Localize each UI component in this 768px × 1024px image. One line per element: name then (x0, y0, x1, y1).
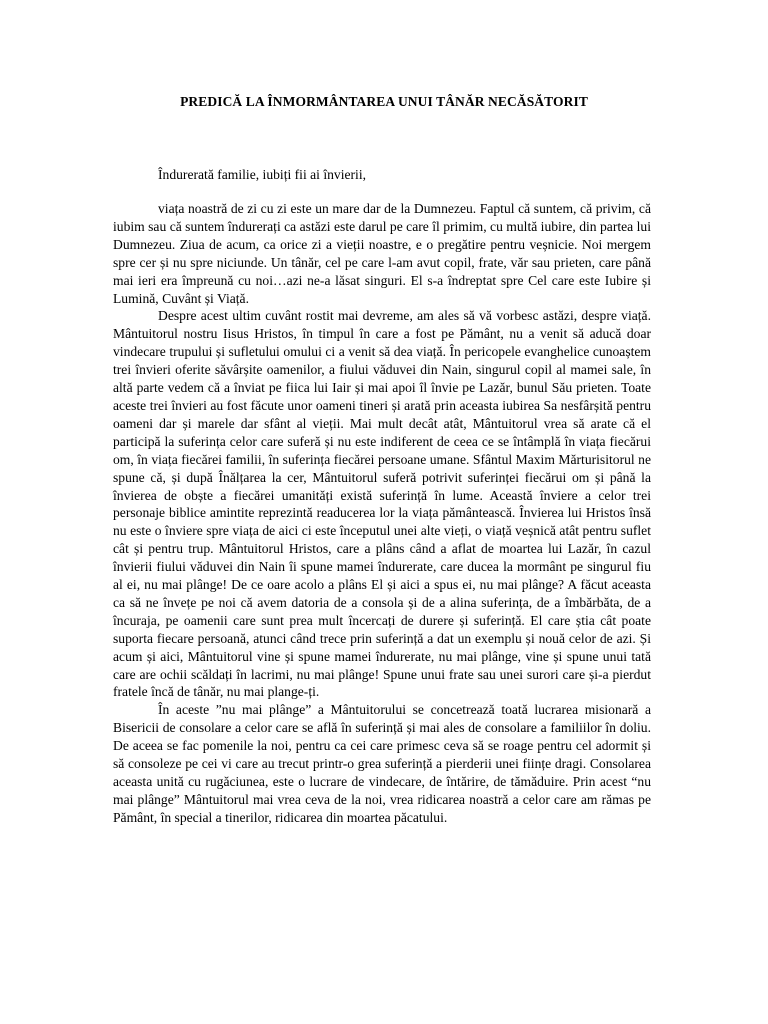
sermon-body (113, 200, 651, 827)
paragraph-2: Despre acest ultim cuvânt rostit mai devreme, am ales să vă vorbesc astăzi, despre viață. Mântuitorul nostru Iisus Hristos, în timpul în care a fost pe Pământ, nu a venit să aducă doar vindecare trupului și sufletului omului ci a venit să dea viață. În pericopele evanghelice cunoaștem trei învieri oferite săvârșite oamenilor, a fiului văduvei din Nain, singurul copil al mamei sale, în altă parte vedem că a înviat pe fiica lui Iair și mai apoi îl învie pe Lazăr, bunul Său prieten. Toate aceste trei învieri au fost făcute unor oameni tineri și arată prin aceasta iubirea Sa nesfârșită pentru oameni dar și marele dar sfânt al vieții. Mai mult decât atât, Mântuitorul vrea să arate că el participă la suferința celor care suferă și nu este indiferent de ceea ce se întâmplă în viața fiecărui om, în viața fiecărei familii, în suferința fiecărei persoane umane. Sfântul Maxim Mărturisitorul ne spune că, și după Înălțarea la cer, Mântuitorul suferă potrivit suferinței fiecărui om și până la învierea de obște a fiecărei umanități există suferință în lume. Această înviere a celor trei personaje biblice amintite reprezintă readucerea lor la viața pământească. Învierea lui Hristos însă nu este o înviere spre viața de aici ci este începutul unei alte vieți, o viață veșnică atât pentru suflet cât și pentru trup. Mântuitorul Hristos, care a plâns când a aflat de moartea lui Lazăr, în cazul învierii fiului văduvei din Nain îi spune mamei îndurerate, care ducea la mormânt pe singurul fiu al ei, nu mai plânge! De ce oare acolo a plâns El și aici a spus ei, nu mai plânge? A făcut aceasta ca să ne învețe pe noi că avem datoria de a consola și de a alina suferința, de a îmbărbăta, de a încuraja, pe oamenii care sunt prea mult încercați de durere și suferință. El care știa cât poate suporta fiecare persoană, atunci când trece prin suferință a dat un exemplu și nouă celor de azi. Și acum și aici, Mântuitorul vine și spune mamei îndurerate, nu mai plânge, vine și spune unui tată care are ochii scăldați în lacrimi, nu mai plânge! Spune unui frate sau unei surori care și-a pierdut fratele încă de tânăr, nu mai plange-ți. (113, 308, 651, 700)
document-title: PREDICĂ LA ÎNMORMÂNTAREA UNUI TÂNĂR NECĂSĂTORIT (180, 94, 588, 109)
paragraph-1: viața noastră de zi cu zi este un mare dar de la Dumnezeu. Faptul că suntem, că privim, că iubim sau că suntem îndurerați ca astăzi este darul pe care îl primim, cu multă iubire, din partea lui Dumnezeu. Ziua de acum, ca orice zi a vieții noastre, e o pregătire pentru veșnicie. Noi mergem spre cer și nu spre niciunde. Un tânăr, cel pe care l-am avut copil, frate, văr sau prieten, care până mai ieri era împreună cu noi…azi ne-a lăsat singuri. El s-a îndreptat spre Cel care este Iubire și Lumină, Cuvânt și Viață. (113, 201, 651, 306)
salutation: Îndurerată familie, iubiți fii ai învierii, (158, 167, 366, 182)
paragraph-3: În aceste ”nu mai plânge” a Mântuitorului se concetrează toată lucrarea misionară a Bisericii de consolare a celor care se află în suferință și mai ales de consolare a familiilor în doliu. De aceea se fac pomenile la noi, pentru ca cei care primesc ceva să se roage pentru cel adormit și să consoleze pe cei vi care au trecut printr-o grea suferință a pierderii unei ființe dragi. Consolarea aceasta unită cu rugăciunea, este o lucrare de vindecare, de întărire, de tămăduire. Prin acest “nu mai plânge” Mântuitorul mai vrea ceva de la noi, vrea ridicarea noastră a celor care am rămas pe Pământ, în special a tinerilor, ridicarea din moartea păcatului. (113, 702, 651, 825)
